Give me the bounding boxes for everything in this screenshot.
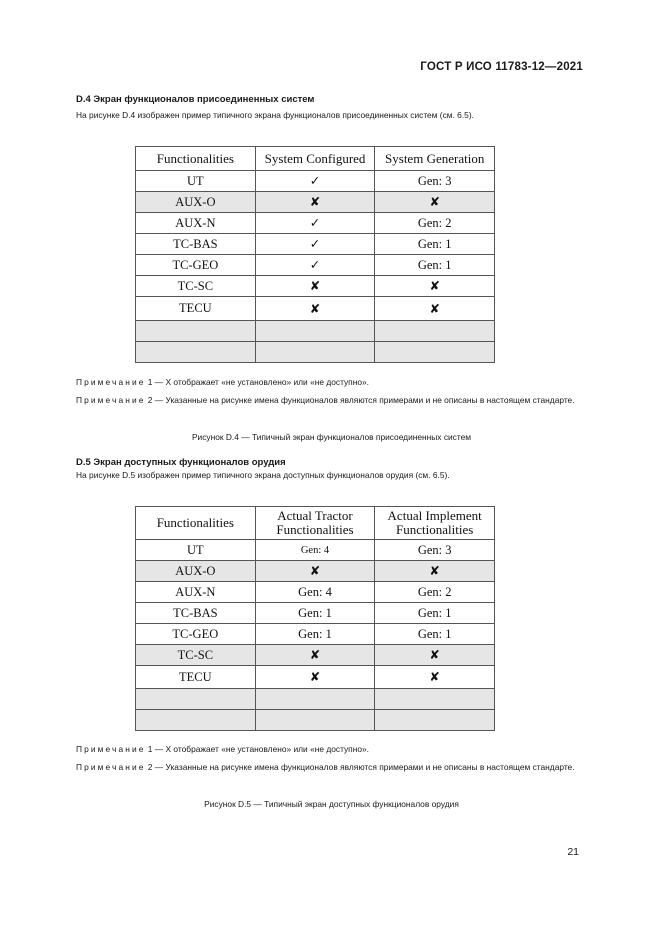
cross-icon: ✘ <box>255 297 375 321</box>
cross-icon: ✘ <box>255 561 375 582</box>
table-row-empty <box>136 342 495 363</box>
note-text: 1 — X отображает «не установлено» или «не доступно». <box>145 744 369 754</box>
d4-functionalities-table <box>135 146 495 363</box>
generation-value: Gen: 1 <box>375 234 495 255</box>
table-row <box>136 171 495 192</box>
row-name: TECU <box>136 297 256 321</box>
generation-value: Gen: 1 <box>375 255 495 276</box>
note-text: 1 — X отображает «не установлено» или «не доступно». <box>145 377 369 387</box>
row-name: AUX-N <box>136 213 256 234</box>
tractor-value: Gen: 1 <box>255 624 375 645</box>
d5-note-2 <box>76 761 587 773</box>
table-row <box>136 624 495 645</box>
section-d5-title: D.5 Экран доступных функционалов орудия <box>76 457 286 468</box>
check-icon: ✓ <box>255 171 375 192</box>
empty-cell <box>255 342 375 363</box>
table-row <box>136 255 495 276</box>
cross-icon: ✘ <box>255 192 375 213</box>
table-row <box>136 192 495 213</box>
cross-icon: ✘ <box>375 645 495 666</box>
table-row-empty <box>136 321 495 342</box>
implement-value: Gen: 2 <box>375 582 495 603</box>
row-name: AUX-N <box>136 582 256 603</box>
d4-figure-caption: Рисунок D.4 — Типичный экран функционалов присоединенных систем <box>191 432 472 442</box>
header-actual-tractor: Actual Tractor Functionalities <box>255 507 375 540</box>
cross-icon: ✘ <box>255 666 375 689</box>
tractor-value: Gen: 4 <box>255 582 375 603</box>
check-icon: ✓ <box>255 255 375 276</box>
empty-cell <box>136 342 256 363</box>
table-row <box>136 297 495 321</box>
row-name: TC-GEO <box>136 624 256 645</box>
cross-icon: ✘ <box>375 297 495 321</box>
check-icon: ✓ <box>255 213 375 234</box>
table-row <box>136 540 495 561</box>
header-functionalities: Functionalities <box>136 147 256 171</box>
section-d4-intro: На рисунке D.4 изображен пример типичного экрана функционалов присоединенных систем (см. 6.5). <box>76 110 474 120</box>
d5-note-1 <box>76 743 587 755</box>
section-d5-intro: На рисунке D.5 изображен пример типичного экрана доступных функционалов орудия (см. 6.5). <box>76 470 450 480</box>
empty-cell <box>375 321 495 342</box>
header-functionalities: Functionalities <box>136 507 256 540</box>
row-name: UT <box>136 540 256 561</box>
note-text: 2 — Указанные на рисунке имена функционалов являются примерами и не описаны в настоящем стандарте. <box>145 762 575 772</box>
note-prefix: Примечание <box>76 762 146 772</box>
empty-cell <box>375 689 495 710</box>
empty-cell <box>255 710 375 731</box>
header-system-configured: System Configured <box>255 147 375 171</box>
tractor-value: Gen: 4 <box>255 540 375 561</box>
empty-cell <box>136 321 256 342</box>
empty-cell <box>136 710 256 731</box>
row-name: TC-BAS <box>136 603 256 624</box>
generation-value: Gen: 2 <box>375 213 495 234</box>
row-name: AUX-O <box>136 561 256 582</box>
empty-cell <box>375 342 495 363</box>
section-d4-title: D.4 Экран функционалов присоединенных систем <box>76 94 315 105</box>
table-row <box>136 603 495 624</box>
note-text: 2 — Указанные на рисунке имена функционалов являются примерами и не описаны в настоящем стандарте. <box>145 395 575 405</box>
table-row <box>136 234 495 255</box>
row-name: TC-SC <box>136 645 256 666</box>
d4-note-2 <box>76 394 587 406</box>
row-name: TECU <box>136 666 256 689</box>
table-header-row <box>136 147 495 171</box>
cross-icon: ✘ <box>255 645 375 666</box>
note-prefix: Примечание <box>76 744 146 754</box>
table-row <box>136 213 495 234</box>
cross-icon: ✘ <box>375 561 495 582</box>
table-row <box>136 582 495 603</box>
cross-icon: ✘ <box>255 276 375 297</box>
empty-cell <box>136 689 256 710</box>
empty-cell <box>375 710 495 731</box>
empty-cell <box>255 689 375 710</box>
page-number: 21 <box>567 846 579 858</box>
table-row-empty <box>136 710 495 731</box>
table-row-empty <box>136 689 495 710</box>
generation-value: Gen: 3 <box>375 171 495 192</box>
implement-value: Gen: 1 <box>375 624 495 645</box>
d5-figure-caption: Рисунок D.5 — Типичный экран доступных функционалов орудия <box>204 799 459 809</box>
implement-value: Gen: 3 <box>375 540 495 561</box>
table-row <box>136 645 495 666</box>
empty-cell <box>255 321 375 342</box>
d4-note-1 <box>76 376 587 388</box>
note-prefix: Примечание <box>76 377 146 387</box>
row-name: TC-GEO <box>136 255 256 276</box>
tractor-value: Gen: 1 <box>255 603 375 624</box>
row-name: AUX-O <box>136 192 256 213</box>
document-code-header: ГОСТ Р ИСО 11783-12—2021 <box>420 61 583 73</box>
cross-icon: ✘ <box>375 666 495 689</box>
d5-functionalities-table <box>135 506 495 731</box>
cross-icon: ✘ <box>375 192 495 213</box>
table-row <box>136 666 495 689</box>
implement-value: Gen: 1 <box>375 603 495 624</box>
row-name: UT <box>136 171 256 192</box>
row-name: TC-BAS <box>136 234 256 255</box>
check-icon: ✓ <box>255 234 375 255</box>
row-name: TC-SC <box>136 276 256 297</box>
note-prefix: Примечание <box>76 395 146 405</box>
header-actual-implement: Actual Implement Functionalities <box>375 507 495 540</box>
table-row <box>136 561 495 582</box>
cross-icon: ✘ <box>375 276 495 297</box>
table-row <box>136 276 495 297</box>
table-header-row <box>136 507 495 540</box>
header-system-generation: System Generation <box>375 147 495 171</box>
